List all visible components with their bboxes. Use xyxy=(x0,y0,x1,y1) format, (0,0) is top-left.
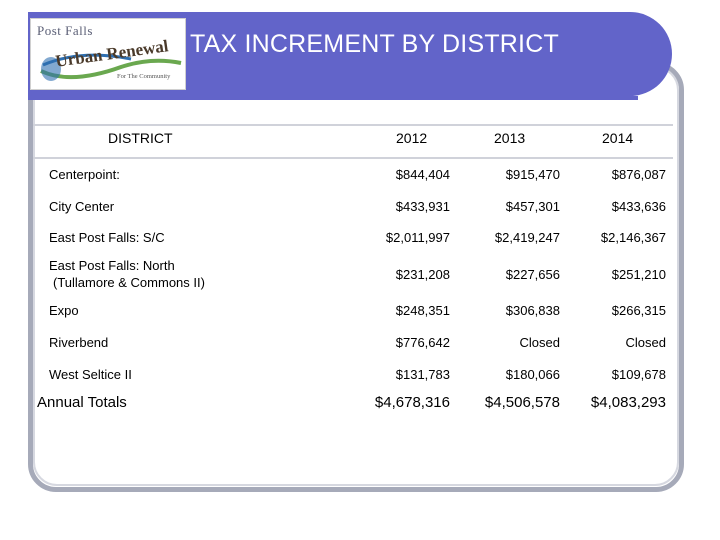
row-2012: $776,642 xyxy=(395,335,450,350)
row-district: Expo xyxy=(49,303,79,318)
row-district: Riverbend xyxy=(49,335,109,350)
header-2013: 2013 xyxy=(494,130,526,146)
page-title: TAX INCREMENT BY DISTRICT xyxy=(190,30,559,58)
row-2014: $2,146,367 xyxy=(600,230,666,245)
row-2014: $109,678 xyxy=(611,367,666,382)
row-district: Centerpoint: xyxy=(49,167,120,182)
row-2013: $2,419,247 xyxy=(494,230,560,245)
row-2014: $876,087 xyxy=(611,167,666,182)
totals-2012: $4,678,316 xyxy=(374,394,450,411)
row-2012: $2,011,997 xyxy=(385,230,450,245)
row-2012: $248,351 xyxy=(395,303,450,318)
post-falls-logo xyxy=(30,18,186,90)
row-2012: $433,931 xyxy=(395,199,450,214)
logo-main-text: Urban Renewal xyxy=(54,36,170,71)
row-district: West Seltice II xyxy=(49,367,132,382)
row-2014: Closed xyxy=(625,335,666,350)
logo-top-text: Post Falls xyxy=(37,23,93,38)
table-rule-header xyxy=(33,157,673,159)
logo-sub-text: For The Community xyxy=(117,73,171,80)
totals-label: Annual Totals xyxy=(37,394,127,411)
row-district: East Post Falls: North xyxy=(49,258,175,273)
row-2012: $844,404 xyxy=(395,167,450,182)
row-district-detail: (Tullamore & Commons II) xyxy=(53,275,205,290)
header-district: DISTRICT xyxy=(108,130,173,146)
row-2012: $231,208 xyxy=(395,267,450,282)
row-2013: $180,066 xyxy=(505,367,560,382)
row-2013: $227,656 xyxy=(505,267,560,282)
totals-2014: $4,083,293 xyxy=(590,394,666,411)
title-bar-strip xyxy=(28,96,638,100)
header-2012: 2012 xyxy=(396,130,428,146)
row-2013: Closed xyxy=(519,335,560,350)
row-2012: $131,783 xyxy=(395,367,450,382)
table-rule-top xyxy=(33,124,673,126)
row-2014: $251,210 xyxy=(611,267,666,282)
row-district: East Post Falls: S/C xyxy=(49,230,165,245)
row-2013: $306,838 xyxy=(505,303,560,318)
header-2014: 2014 xyxy=(602,130,634,146)
row-2014: $266,315 xyxy=(611,303,666,318)
row-2013: $457,301 xyxy=(505,199,560,214)
row-2013: $915,470 xyxy=(505,167,560,182)
totals-2013: $4,506,578 xyxy=(484,394,560,411)
row-2014: $433,636 xyxy=(611,199,666,214)
row-district: City Center xyxy=(49,199,115,214)
